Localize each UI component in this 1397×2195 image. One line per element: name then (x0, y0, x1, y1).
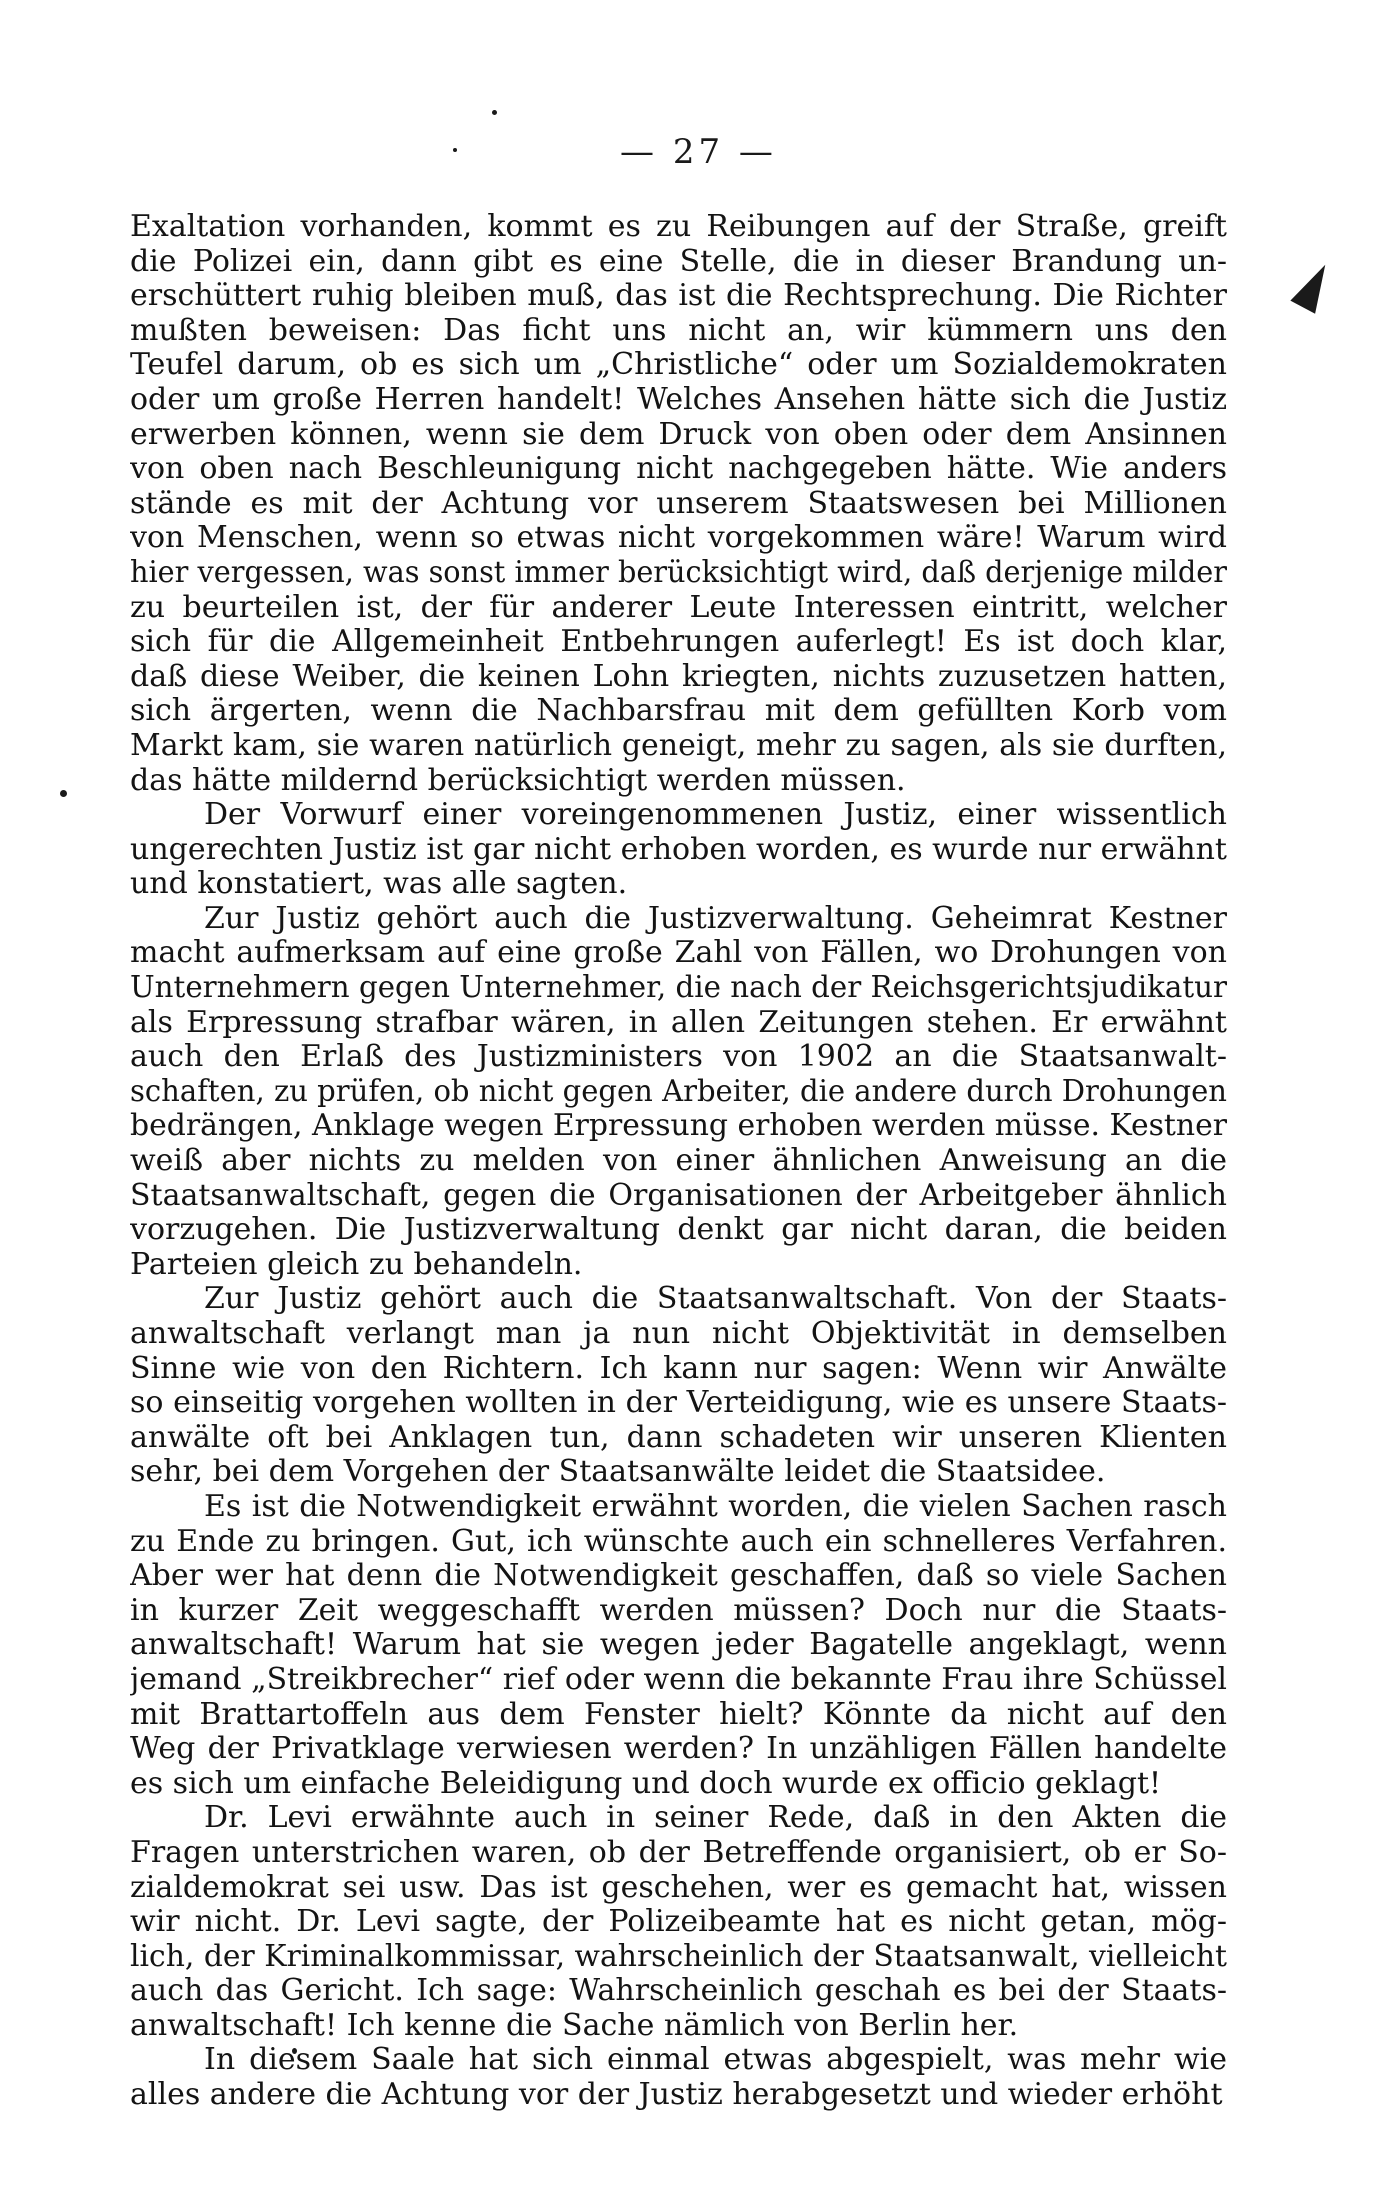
text-line: anwaltschaft! Warum hat sie wegen jeder Bagatelle angeklagt, wenn (130, 1628, 1227, 1663)
text-line: Zur Justiz gehört auch die Staatsanwaltschaft. Von der Staats- (204, 1282, 1227, 1317)
text-line: In diesem Saale hat sich einmal etwas abgespielt, was mehr wie (204, 2043, 1227, 2078)
text-line: Aber wer hat denn die Notwendigkeit geschaffen, daß so viele Sachen (130, 1559, 1227, 1594)
text-line: alles andere die Achtung vor der Justiz herabgesetzt und wieder erhöht (130, 2078, 1223, 2113)
text-line: Weg der Privatklage verwiesen werden? In unzähligen Fällen handelte (130, 1732, 1227, 1767)
text-line: und konstatiert, was alle sagten. (130, 867, 628, 902)
text-line: Unternehmern gegen Unternehmer, die nach der Reichsgerichtsjudikatur (130, 971, 1227, 1006)
text-line: daß diese Weiber, die keinen Lohn kriegten, nichts zuzusetzen hatten, (130, 659, 1227, 694)
text-line: so einseitig vorgehen wollten in der Verteidigung, wie es unsere Staats- (130, 1386, 1227, 1421)
text-line: sich ärgerten, wenn die Nachbarsfrau mit dem gefüllten Korb vom (130, 694, 1227, 729)
ink-speck (492, 110, 497, 115)
text-line: vorzugehen. Die Justizverwaltung denkt gar nicht daran, die beiden (130, 1213, 1227, 1248)
text-line: bedrängen, Anklage wegen Erpressung erhoben werden müsse. Kestner (130, 1109, 1227, 1144)
margin-ink-mark (1290, 258, 1337, 314)
text-line: weiß aber nichts zu melden von einer ähnlichen Anweisung an die (130, 1144, 1227, 1179)
text-line: oder um große Herren handelt! Welches Ansehen hätte sich die Justiz (130, 382, 1227, 417)
text-line: auch das Gericht. Ich sage: Wahrscheinlich geschah es bei der Staats- (130, 1974, 1227, 2009)
text-line: erwerben können, wenn sie dem Druck von oben oder dem Ansinnen (130, 417, 1227, 452)
text-line: sehr, bei dem Vorgehen der Staatsanwälte leidet die Staatsidee. (130, 1455, 1106, 1490)
text-line: auch den Erlaß des Justizministers von 1902 an die Staatsanwalt- (130, 1040, 1227, 1075)
text-line: hier vergessen, was sonst immer berücksichtigt wird, daß derjenige milder (130, 555, 1227, 590)
text-line: Parteien gleich zu behandeln. (130, 1247, 583, 1282)
text-line: sich für die Allgemeinheit Entbehrungen auferlegt! Es ist doch klar, (130, 625, 1227, 660)
text-line: von oben nach Beschleunigung nicht nachgegeben hätte. Wie anders (130, 452, 1227, 487)
text-line: anwälte oft bei Anklagen tun, dann schadeten wir unseren Klienten (130, 1420, 1227, 1455)
text-line: erschüttert ruhig bleiben muß, das ist die Rechtsprechung. Die Richter (130, 279, 1227, 314)
text-line: es sich um einfache Beleidigung und doch wurde ex officio geklagt! (130, 1766, 1162, 1801)
page-number: — 27 — (620, 132, 777, 172)
text-line: stände es mit der Achtung vor unserem Staatswesen bei Millionen (130, 486, 1227, 521)
text-line: Es ist die Notwendigkeit erwähnt worden, die vielen Sachen rasch (204, 1489, 1227, 1524)
text-line: die Polizei ein, dann gibt es eine Stelle, die in dieser Brandung un- (130, 244, 1227, 279)
text-line: ungerechten Justiz ist gar nicht erhoben worden, es wurde nur erwähnt (130, 832, 1227, 867)
text-line: Markt kam, sie waren natürlich geneigt, mehr zu sagen, als sie durften, (130, 728, 1227, 763)
text-line: mit Brattartoffeln aus dem Fenster hielt? Könnte da nicht auf den (130, 1697, 1227, 1732)
text-line: das hätte mildernd berücksichtigt werden müssen. (130, 763, 906, 798)
text-line: Sinne wie von den Richtern. Ich kann nur sagen: Wenn wir Anwälte (130, 1351, 1227, 1386)
text-line: Dr. Levi erwähnte auch in seiner Rede, daß in den Akten die (204, 1801, 1227, 1836)
text-line: mußten beweisen: Das ficht uns nicht an, wir kümmern uns den (130, 313, 1227, 348)
text-line: Exaltation vorhanden, kommt es zu Reibungen auf der Straße, greift (130, 210, 1227, 244)
text-line: macht aufmerksam auf eine große Zahl von Fällen, wo Drohungen von (130, 936, 1227, 971)
text-line: anwaltschaft! Ich kenne die Sache nämlich von Berlin her. (130, 2008, 1019, 2043)
text-line: von Menschen, wenn so etwas nicht vorgekommen wäre! Warum wird (130, 521, 1227, 556)
text-line: wir nicht. Dr. Levi sagte, der Polizeibeamte hat es nicht getan, mög- (130, 1905, 1227, 1940)
text-line: lich, der Kriminalkommissar, wahrscheinlich der Staatsanwalt, vielleicht (130, 1939, 1227, 1974)
text-line: Fragen unterstrichen waren, ob der Betreffende organisiert, ob er So- (130, 1835, 1227, 1870)
text-line: in kurzer Zeit weggeschafft werden müssen? Doch nur die Staats- (130, 1593, 1227, 1628)
text-line: als Erpressung strafbar wären, in allen Zeitungen stehen. Er erwähnt (130, 1005, 1227, 1040)
text-line: zu beurteilen ist, der für anderer Leute Interessen eintritt, welcher (130, 590, 1227, 625)
ink-speck (60, 790, 67, 797)
text-line: Staatsanwaltschaft, gegen die Organisationen der Arbeitgeber ähnlich (130, 1178, 1227, 1213)
text-line: zialdemokrat sei usw. Das ist geschehen, wer es gemacht hat, wissen (130, 1870, 1227, 1905)
text-line: Zur Justiz gehört auch die Justizverwaltung. Geheimrat Kestner (204, 901, 1227, 936)
body-text (130, 210, 1227, 2113)
text-line: zu Ende zu bringen. Gut, ich wünschte auch ein schnelleres Verfahren. (130, 1524, 1227, 1559)
text-line: Der Vorwurf einer voreingenommenen Justiz, einer wissentlich (204, 798, 1227, 833)
text-line: jemand „Streikbrecher“ rief oder wenn die bekannte Frau ihre Schüssel (130, 1662, 1227, 1697)
text-line: schaften, zu prüfen, ob nicht gegen Arbeiter, die andere durch Drohungen (130, 1074, 1227, 1109)
ink-speck (453, 148, 457, 152)
text-line: anwaltschaft verlangt man ja nun nicht Objektivität in demselben (130, 1317, 1227, 1351)
text-line: Teufel darum, ob es sich um „Christliche“ oder um Sozialdemokraten (130, 348, 1227, 383)
